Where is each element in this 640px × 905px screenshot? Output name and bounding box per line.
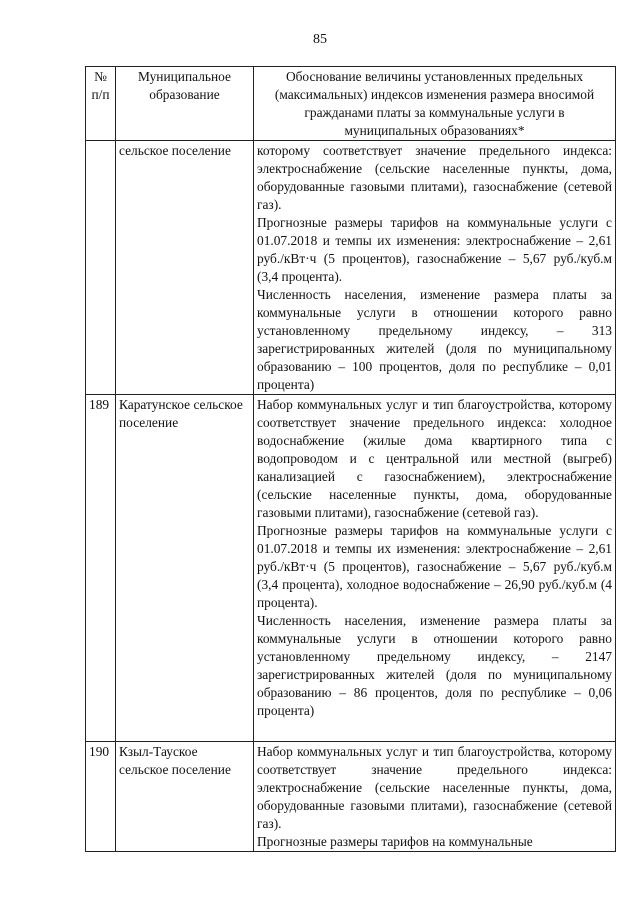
header-municipality: Муниципальное образование: [116, 67, 254, 141]
page-number: 85: [313, 32, 327, 47]
paragraph: Набор коммунальных услуг и тип благоустройства, которому соответствует значение предельного индекса: электроснабжение (сельские населенные пункты, дома, оборудованные газовыми плитами), газоснабжение (сетевой газ).: [257, 744, 612, 831]
header-justification: Обоснование величины установленных предельных (максимальных) индексов изменения размера вносимой гражданами платы за коммунальные услуги в муниципальных образованиях*: [254, 67, 616, 141]
tariff-justification-table: [85, 66, 616, 852]
row-number: [86, 141, 116, 395]
table-row: [86, 141, 616, 395]
paragraph: Набор коммунальных услуг и тип благоустройства, которому соответствует значение предельного индекса: холодное водоснабжение (жилые дома квартирного типа с водопроводом и с центральной или местной (выгреб) канализацией с газоснабжением), электроснабжение (сельские населенные пункты, дома, оборудованные газовыми плитами), газоснабжение (сетевой газ).: [257, 397, 612, 520]
paragraph: которому соответствует значение предельного индекса: электроснабжение (сельские населенные пункты, дома, оборудованные газовыми плитами), газоснабжение (сетевой газ).: [257, 143, 612, 212]
paragraph: Численность населения, изменение размера платы за коммунальные услуги в отношении которого равно установленному предельному индексу, – 2147 зарегистрированных жителей (доля по муниципальному образованию – 86 процентов, доля по республике – 0,06 процента): [257, 613, 612, 718]
row-number: 190: [86, 742, 116, 852]
table-header-row: [86, 67, 616, 141]
header-number: № п/п: [86, 67, 116, 141]
paragraph: Численность населения, изменение размера платы за коммунальные услуги в отношении которого равно установленному предельному индексу, – 313 зарегистрированных жителей (доля по муниципальному образованию – 100 процентов, доля по республике – 0,01 процента): [257, 287, 612, 392]
row-municipality: сельское поселение: [116, 141, 254, 395]
table-row: [86, 742, 616, 852]
row-municipality: Кзыл-Тауское сельское поселение: [116, 742, 254, 852]
row-justification: [254, 395, 616, 742]
paragraph: Прогнозные размеры тарифов на коммунальные услуги с 01.07.2018 и темпы их изменения: электроснабжение – 2,61 руб./кВт·ч (5 процентов), газоснабжение – 5,67 руб./куб.м (3,4 процента).: [257, 215, 612, 284]
row-municipality: Каратунское сельское поселение: [116, 395, 254, 742]
row-justification: [254, 742, 616, 852]
row-number: 189: [86, 395, 116, 742]
table-row: [86, 395, 616, 742]
row-justification: [254, 141, 616, 395]
paragraph: Прогнозные размеры тарифов на коммунальные услуги с 01.07.2018 и темпы их изменения: электроснабжение – 2,61 руб./кВт·ч (5 процентов), газоснабжение – 5,67 руб./куб.м (3,4 процента), холодное водоснабжение – 26,90 руб./куб.м (4 процента).: [257, 523, 612, 610]
paragraph: Прогнозные размеры тарифов на коммунальные: [257, 834, 533, 849]
